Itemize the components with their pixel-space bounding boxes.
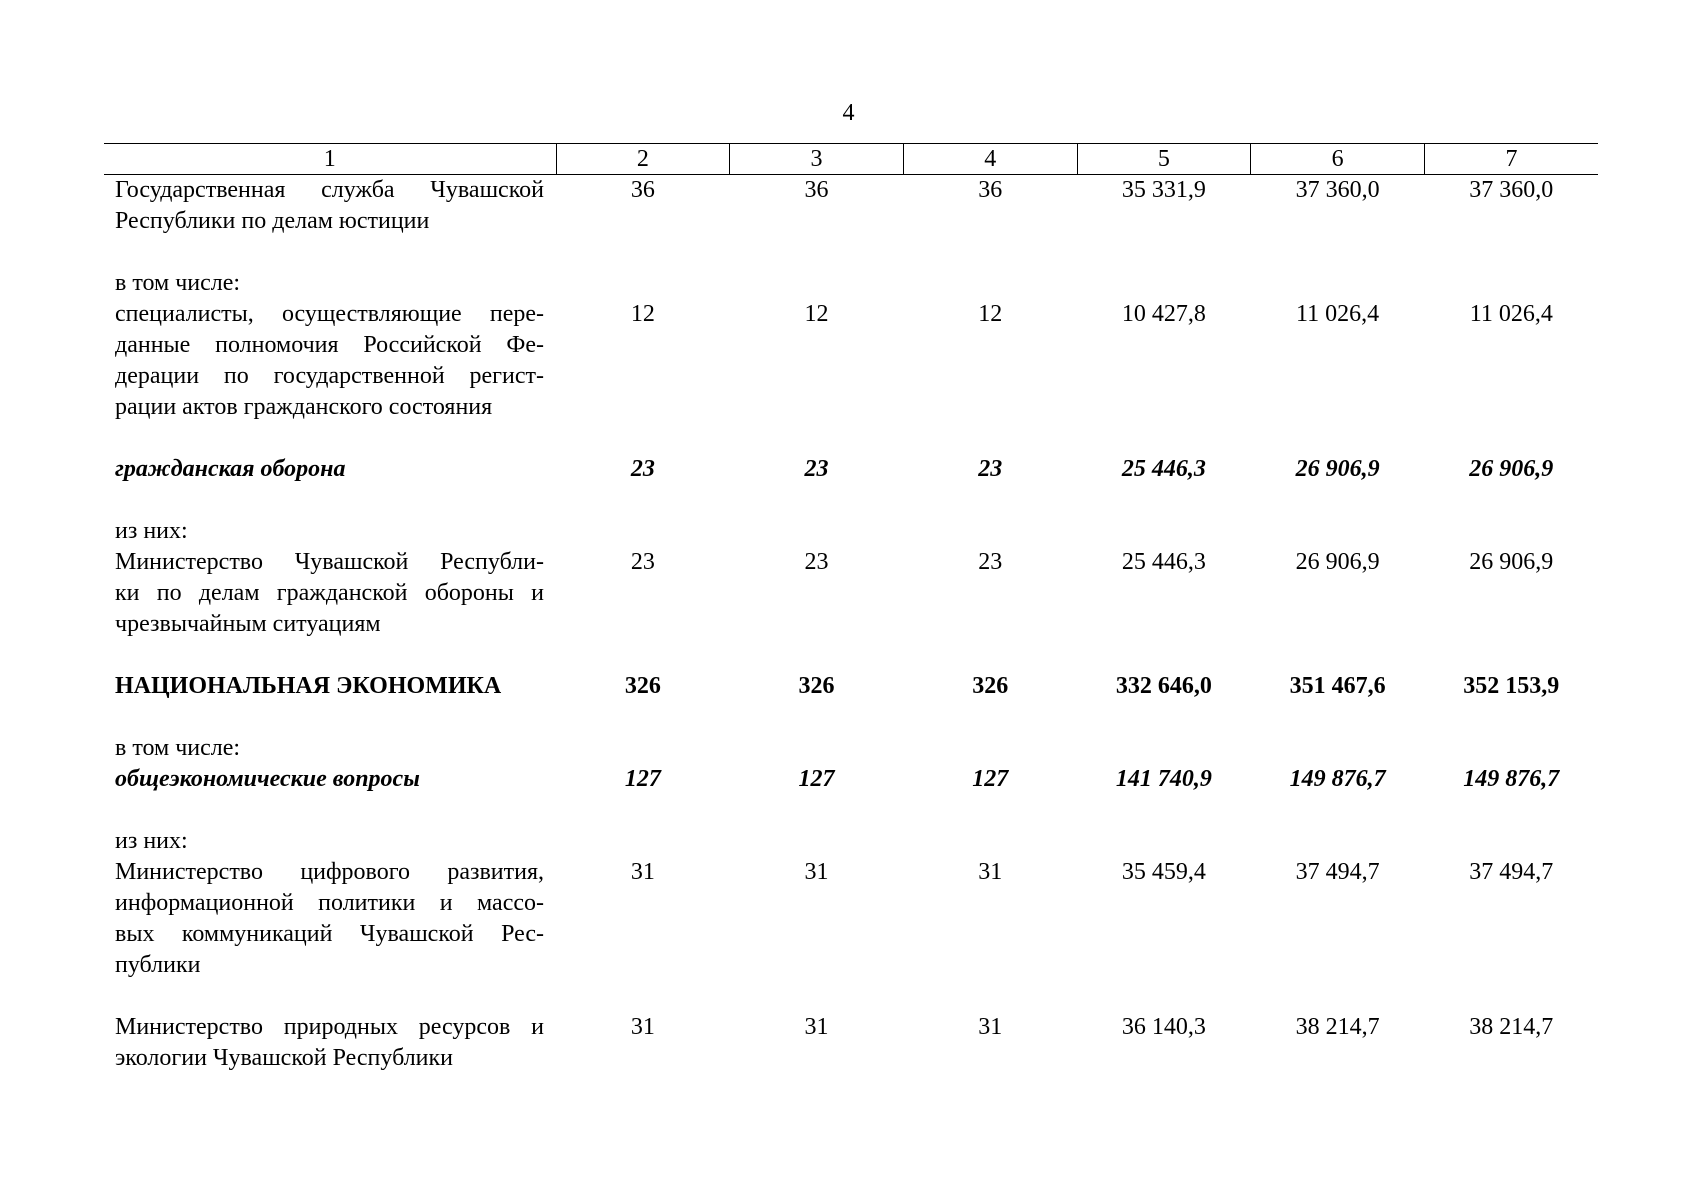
row-label (104, 268, 556, 299)
table-row (104, 175, 1598, 238)
table-body (104, 175, 1598, 1075)
row-label (104, 299, 556, 423)
value-cell-col3 (730, 826, 904, 857)
value-cell-col5: 35 331,9 (1121, 177, 1206, 203)
row-label-line: Министерство природных ресурсов и (115, 1014, 544, 1040)
value-cell-col7: 37 494,7 (1469, 859, 1554, 885)
value-cell-col2: 127 (624, 766, 661, 792)
row-label-line: Республики по делам юстиции (115, 208, 430, 234)
value-cell-col4: 31 (978, 1014, 1003, 1040)
column-header: 7 (1424, 144, 1598, 175)
value-cell-col5 (1077, 268, 1251, 299)
row-label (104, 454, 556, 485)
spacer-cell (104, 702, 1598, 733)
row-label-line: НАЦИОНАЛЬНАЯ ЭКОНОМИКА (115, 673, 502, 699)
table-row (104, 1012, 1598, 1074)
budget-table (104, 143, 1598, 1074)
value-cell-col4 (903, 733, 1077, 764)
value-cell-col4: 12 (978, 301, 1003, 327)
value-cell-col4: 326 (972, 673, 1009, 699)
table-row (104, 764, 1598, 795)
table-row (104, 857, 1598, 981)
value-cell-col4: 23 (978, 456, 1003, 482)
value-cell-col3: 36 (804, 177, 829, 203)
value-cell-col5: 25 446,3 (1121, 549, 1206, 575)
value-cell-col7 (1424, 516, 1598, 547)
row-label-line: Министерство Чувашской Республи- (115, 549, 544, 575)
row-spacer (104, 795, 1598, 826)
row-label-line: чрезвычайным ситуациям (115, 611, 381, 637)
spacer-cell (104, 795, 1598, 826)
value-cell-col6: 37 360,0 (1295, 177, 1380, 203)
value-cell-col4 (903, 826, 1077, 857)
value-cell-col2: 23 (630, 549, 655, 575)
row-label (104, 764, 556, 795)
value-cell-col2: 326 (624, 673, 661, 699)
value-cell-col5: 141 740,9 (1115, 766, 1212, 792)
row-label (104, 733, 556, 764)
value-cell-col4 (903, 516, 1077, 547)
row-label (104, 547, 556, 640)
value-cell-col7: 37 360,0 (1469, 177, 1554, 203)
page-number: 4 (842, 100, 855, 126)
column-header: 5 (1077, 144, 1251, 175)
table-row (104, 826, 1598, 857)
row-label-line: публики (115, 952, 201, 978)
value-cell-col5: 10 427,8 (1121, 301, 1206, 327)
value-cell-col6 (1251, 268, 1425, 299)
row-label-line: в том числе: (115, 270, 241, 296)
value-cell-col7: 352 153,9 (1463, 673, 1560, 699)
table-header-row (104, 144, 1598, 175)
row-label-line: из них: (115, 828, 188, 854)
value-cell-col6: 26 906,9 (1295, 456, 1380, 482)
row-spacer (104, 702, 1598, 733)
value-cell-col2 (556, 268, 730, 299)
value-cell-col2: 36 (630, 177, 655, 203)
value-cell-col3: 31 (804, 859, 829, 885)
value-cell-col5: 35 459,4 (1121, 859, 1206, 885)
value-cell-col3: 23 (804, 456, 829, 482)
value-cell-col6 (1251, 516, 1425, 547)
row-label-line: дерации по государственной регист- (115, 363, 544, 389)
value-cell-col5: 332 646,0 (1115, 673, 1212, 699)
value-cell-col2: 12 (630, 301, 655, 327)
value-cell-col2 (556, 826, 730, 857)
value-cell-col7: 11 026,4 (1469, 301, 1553, 327)
row-label-line: гражданская оборона (115, 456, 346, 482)
row-spacer (104, 423, 1598, 454)
spacer-cell (104, 981, 1598, 1012)
table-row (104, 454, 1598, 485)
value-cell-col2: 31 (630, 1014, 655, 1040)
row-label-line: данные полномочия Российской Фе- (115, 332, 544, 358)
value-cell-col7 (1424, 826, 1598, 857)
row-label-line: экологии Чувашской Республики (115, 1045, 454, 1071)
value-cell-col3: 127 (798, 766, 835, 792)
value-cell-col6: 37 494,7 (1295, 859, 1380, 885)
spacer-cell (104, 485, 1598, 516)
row-label-line: ки по делам гражданской обороны и (115, 580, 544, 606)
table-row (104, 547, 1598, 640)
value-cell-col4: 31 (978, 859, 1003, 885)
row-label-line: специалисты, осуществляющие пере- (115, 301, 544, 327)
value-cell-col5: 25 446,3 (1121, 456, 1206, 482)
column-header: 6 (1251, 144, 1425, 175)
row-spacer (104, 237, 1598, 268)
row-label (104, 826, 556, 857)
value-cell-col2 (556, 516, 730, 547)
value-cell-col2: 31 (630, 859, 655, 885)
table-row (104, 299, 1598, 423)
value-cell-col3 (730, 733, 904, 764)
value-cell-col5 (1077, 826, 1251, 857)
spacer-cell (104, 423, 1598, 454)
value-cell-col6: 351 467,6 (1289, 673, 1386, 699)
value-cell-col6 (1251, 826, 1425, 857)
row-label-line: информационной политики и массо- (115, 890, 544, 916)
value-cell-col5: 36 140,3 (1121, 1014, 1206, 1040)
value-cell-col4 (903, 268, 1077, 299)
row-label (104, 516, 556, 547)
column-header: 3 (730, 144, 904, 175)
value-cell-col3: 326 (798, 673, 835, 699)
value-cell-col7: 26 906,9 (1469, 456, 1554, 482)
row-label (104, 671, 556, 702)
value-cell-col3: 12 (804, 301, 829, 327)
row-label-line: в том числе: (115, 735, 241, 761)
value-cell-col4: 36 (978, 177, 1003, 203)
value-cell-col4: 127 (972, 766, 1009, 792)
row-label-line: рации актов гражданского состояния (115, 394, 493, 420)
value-cell-col6 (1251, 733, 1425, 764)
value-cell-col3: 31 (804, 1014, 829, 1040)
value-cell-col2: 23 (630, 456, 655, 482)
value-cell-col6: 38 214,7 (1295, 1014, 1380, 1040)
table-row (104, 268, 1598, 299)
value-cell-col3: 23 (804, 549, 829, 575)
row-label (104, 857, 556, 981)
value-cell-col3 (730, 268, 904, 299)
table-row (104, 671, 1598, 702)
row-label-line: Государственная служба Чувашской (115, 177, 544, 203)
table-row (104, 733, 1598, 764)
row-label-line: вых коммуникаций Чувашской Рес- (115, 921, 544, 947)
spacer-cell (104, 237, 1598, 268)
row-label (104, 175, 556, 238)
row-label-line: из них: (115, 518, 188, 544)
table-row (104, 516, 1598, 547)
value-cell-col2 (556, 733, 730, 764)
value-cell-col7 (1424, 268, 1598, 299)
row-label-line: Министерство цифрового развития, (115, 859, 544, 885)
row-spacer (104, 485, 1598, 516)
row-spacer (104, 640, 1598, 671)
value-cell-col6: 149 876,7 (1289, 766, 1386, 792)
value-cell-col4: 23 (978, 549, 1003, 575)
value-cell-col6: 11 026,4 (1296, 301, 1380, 327)
value-cell-col7: 38 214,7 (1469, 1014, 1554, 1040)
row-spacer (104, 981, 1598, 1012)
value-cell-col7: 26 906,9 (1469, 549, 1554, 575)
value-cell-col5 (1077, 733, 1251, 764)
value-cell-col5 (1077, 516, 1251, 547)
spacer-cell (104, 640, 1598, 671)
column-header: 4 (903, 144, 1077, 175)
column-header: 2 (556, 144, 730, 175)
value-cell-col7 (1424, 733, 1598, 764)
value-cell-col3 (730, 516, 904, 547)
value-cell-col7: 149 876,7 (1463, 766, 1560, 792)
column-header: 1 (104, 144, 556, 175)
value-cell-col6: 26 906,9 (1295, 549, 1380, 575)
row-label-line: общеэкономические вопросы (115, 766, 420, 792)
row-label (104, 1012, 556, 1074)
